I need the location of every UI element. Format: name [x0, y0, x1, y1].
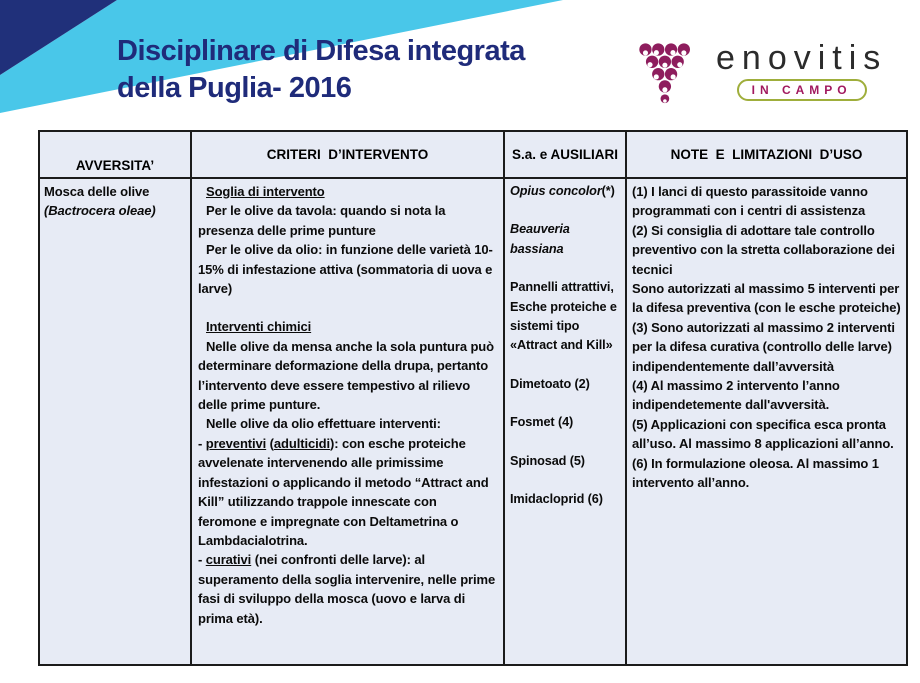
criteria-paragraph	[198, 298, 497, 317]
ausiliari-item: Fosmet (4)	[510, 415, 574, 430]
note-paragraph: (6) In formulazione oleosa. Al massimo 1 intervento all’anno.	[632, 455, 879, 491]
table-row-mosca-delle-olive	[39, 178, 907, 665]
cell-avversita	[39, 178, 191, 665]
logo-text	[716, 40, 887, 101]
ausiliari-item: Spinosad (5)	[510, 453, 585, 468]
ausiliari-item: Beauveria bassiana	[510, 222, 570, 256]
page-title	[117, 33, 525, 107]
ausiliari-item: Dimetoato (2)	[510, 376, 590, 391]
criteria-paragraph: Interventi chimici	[206, 319, 312, 335]
cell-criteri-intervento	[191, 178, 504, 665]
grape-icon	[634, 40, 710, 112]
pest-scientific-name: (Bactrocera oleae)	[44, 203, 156, 219]
criteria-paragraph: Per le olive da olio: in funzione delle varietà 10-15% di infestazione attiva (sommatoria di uova e larve)	[198, 242, 493, 297]
cell-sa-ausiliari	[504, 178, 626, 665]
criteria-paragraph: Nelle olive da mensa anche la sola puntura può determinare deformazione della drupa, pertanto l’intervento deve essere tempestivo al rilievo delle prime punture.	[198, 338, 494, 413]
criteria-paragraph: Per le olive da tavola: quando si nota la presenza delle prime punture	[198, 203, 446, 238]
pest-common-name: Mosca delle olive	[44, 184, 150, 199]
column-header-avversita: AVVERSITA’	[39, 131, 191, 178]
note-paragraph: (5) Applicazioni con specifica esca pronta all’uso. Al massimo 8 applicazioni all’anno.	[632, 416, 894, 452]
defense-table-header	[39, 131, 907, 178]
note-paragraph: (4) Al massimo 2 intervento l’anno indipendetemente dall'avversità.	[632, 378, 840, 413]
enovitis-logo	[634, 40, 887, 112]
defense-table	[38, 130, 908, 666]
ausiliari-item: Opius concolor(*)	[510, 184, 615, 198]
logo-badge-in-campo: IN CAMPO	[737, 79, 867, 101]
ausiliari-item: Imidacloprid (6)	[510, 492, 603, 507]
logo-brand-name: enovitis	[716, 39, 888, 77]
note-paragraph: (2) Si consiglia di adottare tale controllo preventivo con la stretta collaborazione dei tecnici	[632, 222, 895, 277]
criteria-paragraph: Soglia di intervento	[206, 184, 325, 199]
note-paragraph: (1) I lanci di questo parassitoide vanno programmati con i centri di assistenza	[632, 184, 868, 219]
criteria-paragraph: Nelle olive da olio effettuare interventi:	[206, 416, 441, 432]
page-title-line1: Disciplinare di Difesa integrata	[117, 35, 525, 67]
ausiliari-item: Pannelli attrattivi, Esche proteiche e sistemi tipo «Attract and Kill»	[510, 280, 617, 353]
column-header-note: NOTE E LIMITAZIONI D’USO	[626, 131, 907, 178]
criteria-paragraph: - preventivi (adulticidi): con esche proteiche avvelenate intervenendo alle primissime infestazioni o applicando il metodo “Attract and Kill” utilizzando trappole innescate con feromone e impregnate con Deltametrina o Lambdacialotrina.	[198, 435, 489, 548]
page-title-line2: della Puglia- 2016	[117, 72, 352, 104]
note-paragraph: (3) Sono autorizzati al massimo 2 interventi per la difesa curativa (controllo delle larve) indipendentemente dall’avversità	[632, 319, 895, 374]
column-header-criteri: CRITERI D’INTERVENTO	[191, 131, 504, 178]
cell-note-limitazioni	[626, 178, 907, 665]
criteria-paragraph: - curativi (nei confronti delle larve): al superamento della soglia intervenire, nelle prime fasi di sviluppo della mosca (uovo e larva di prima età).	[198, 552, 496, 626]
column-header-ausiliari: S.a. e AUSILIARI	[504, 131, 626, 178]
note-paragraph: Sono autorizzati al massimo 5 interventi per la difesa preventiva (con le esche proteiche)	[632, 281, 901, 316]
